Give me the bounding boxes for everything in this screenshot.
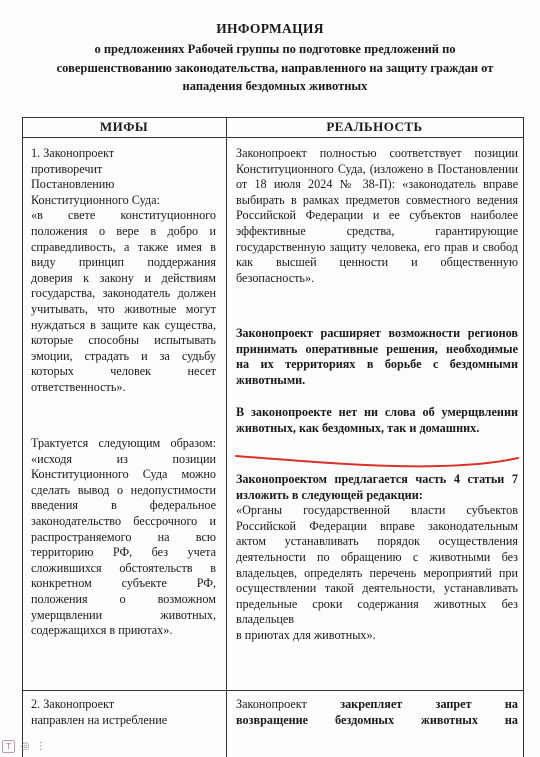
viewer-corner-controls	[2, 739, 46, 753]
table-row-divider	[22, 690, 523, 691]
document-subtitle: о предложениях Рабочей группы по подготовке предложений по совершенствованию законодательства, направленного на защиту граждан от нападения бездомных животных	[56, 42, 494, 93]
lens-icon[interactable]: ◎	[21, 740, 30, 752]
myth-2-paragraph: 2. Законопроект направлен на истребление	[31, 697, 168, 727]
column-header-myths: МИФЫ	[99, 119, 149, 134]
myth-1-text	[31, 146, 216, 396]
reality-1-paragraph: Законопроект полностью соответствует позиции Конституционного Суда, (изложено в Постановлении от 18 июля 2024 № 38-П): «законодатель вправе выбирать в рамках предметов совместного ведения Российской Федерации и ее субъектов наиболее эффективные средства, гарантирующие государственную защиту человека, его прав и свобод как высшей ценности и общественную безопасность».	[236, 146, 518, 285]
myth-1-interpretation-paragraph: Трактуется следующим образом: «исходя из позиции Конституционного Суда можно сделать вывод о недопустимости введения в федеральное законодательство бессрочного и распространяемого на всю территорию РФ, без учета сложившихся обстоятельств в конкретном субъекте РФ, положения о возможном умерщвлении животных, содержащихся в приютах».	[31, 436, 216, 638]
reality-1-no-killing-paragraph: В законопроекте нет ни слова об умерщвлении животных, как бездомных, так и домашних.	[236, 405, 518, 435]
table-border-left	[22, 117, 23, 757]
more-options-icon[interactable]: ⋮	[35, 740, 46, 752]
reality-2-text	[236, 697, 518, 728]
myth-2-text	[31, 697, 216, 728]
reality-1-regions-paragraph: Законопроект расширяет возможности регионов принимать оперативные решения, необходимые на их территориях в борьбе с бездомными животными.	[236, 326, 518, 387]
reality-1-proposal-quote: «Органы государственной власти субъектов Российской Федерации вправе законодательным актом устанавливать порядок осуществления деятельности по обращению с животными без владельцев, определять перечень мероприятий при осуществлении такой деятельности, устанавливать предельные сроки содержания животных без владельцев в приютах для животных».	[236, 503, 518, 642]
reality-1-no-killing	[236, 405, 518, 436]
table-border-right	[523, 117, 524, 757]
table-header-divider	[22, 137, 523, 138]
reality-1-proposal	[236, 472, 518, 644]
column-header-reality: РЕАЛЬНОСТЬ	[326, 119, 423, 134]
myth-1-paragraph: 1. Законопроект противоречит Постановлению Конституционного Суда: «в свете конституционного положения о вере в добро и справедливость, а также имея в виду принцип поддержания доверия к закону и действиям государства, законодатель должен учитывать, что животные могут нуждаться в защите как существа, которые способны испытывать эмоции, страдать и за судьбу которых человек несет ответственность».	[31, 146, 216, 394]
reality-2-bold-1: закрепляет запрет на	[340, 697, 518, 711]
reality-2-line2: возвращение бездомных животных на	[236, 712, 518, 727]
document-title: ИНФОРМАЦИЯ	[216, 21, 324, 36]
table-border-top	[22, 117, 523, 118]
reality-1-regions	[236, 326, 518, 388]
reality-2-plain: Законопроект	[236, 697, 341, 711]
reality-1-text	[236, 146, 518, 286]
translate-icon[interactable]: T	[2, 740, 15, 753]
table-border-middle	[226, 117, 227, 757]
reality-1-proposal-heading: Законопроектом предлагается часть 4 статьи 7 изложить в следующей редакции:	[236, 472, 518, 502]
reality-2-line1	[236, 697, 518, 713]
myth-1-interpretation	[31, 436, 216, 639]
